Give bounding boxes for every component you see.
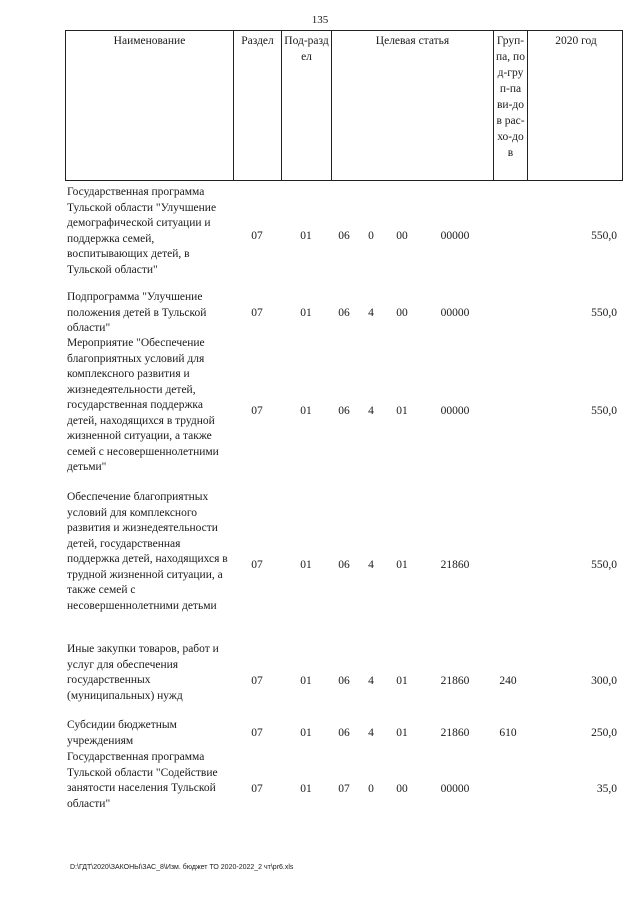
row-target-subprogram: 0: [368, 783, 374, 795]
row-target-program: 06: [338, 230, 350, 242]
row-amount: 300,0: [591, 675, 617, 687]
row-target-program: 06: [338, 307, 350, 319]
row-podrazdel: 01: [300, 307, 312, 319]
row-name: Мероприятие "Обеспечение благоприятных условий для комплексного развития и жизнедеятельности детей, государственная поддержка детей, находящихся в трудной жизненной ситуации, а также семей с несовершеннолетними детьми": [67, 337, 219, 473]
row-target-direction: 21860: [440, 559, 470, 571]
row-target-event: 01: [396, 675, 408, 687]
row-razdel: 07: [251, 230, 263, 242]
header-year: 2020 год: [555, 35, 597, 47]
row-group: 240: [499, 675, 517, 687]
row-target-event: 01: [396, 727, 408, 739]
row-razdel: 07: [251, 307, 263, 319]
row-name: Государственная программа Тульской области "Содействие занятости населения Тульской области": [67, 751, 218, 810]
row-name: Обеспечение благоприятных условий для комплексного развития и жизнедеятельности детей, государственная поддержка детей, находящихся в трудной жизненной ситуации, а также семей с несовершеннолетними детьми: [67, 491, 228, 612]
header-razdel: Раздел: [234, 31, 282, 180]
row-target-direction: 21860: [440, 727, 470, 739]
table-row: [67, 290, 623, 338]
row-amount: 550,0: [591, 405, 617, 417]
file-path-footer: D:\ГДТ\2020\ЗАКОНЫ\ЗАС_8\Изм. бюджет ТО 2020-2022_2 чт\pr6.xls: [70, 864, 294, 871]
row-target-subprogram: 4: [368, 307, 374, 319]
row-target-subprogram: 4: [368, 675, 374, 687]
row-target-program: 07: [338, 783, 350, 795]
row-podrazdel: 01: [300, 675, 312, 687]
row-target-event: 01: [396, 405, 408, 417]
row-razdel: 07: [251, 675, 263, 687]
row-podrazdel: 01: [300, 727, 312, 739]
row-target-event: 00: [396, 230, 408, 242]
row-amount: 250,0: [591, 727, 617, 739]
header-target: Целевая статья: [332, 31, 494, 180]
row-target-event: 01: [396, 559, 408, 571]
row-target-direction: 00000: [440, 307, 470, 319]
row-razdel: 07: [251, 405, 263, 417]
row-target-program: 06: [338, 559, 350, 571]
row-target-subprogram: 4: [368, 405, 374, 417]
row-name: Субсидии бюджетным учреждениям: [67, 719, 177, 747]
row-target-event: 00: [396, 307, 408, 319]
row-razdel: 07: [251, 783, 263, 795]
row-target-direction: 00000: [440, 783, 470, 795]
row-amount: 35,0: [596, 783, 617, 795]
table-row: [67, 490, 623, 610]
row-podrazdel: 01: [300, 230, 312, 242]
row-name: Государственная программа Тульской области "Улучшение демографической ситуации и поддержка семей, воспитывающих детей, в Тульской области": [67, 186, 217, 276]
row-name: Иные закупки товаров, работ и услуг для обеспечения государственных (муниципальных) нужд: [67, 643, 219, 702]
row-podrazdel: 01: [300, 783, 312, 795]
table-header: [65, 30, 623, 181]
row-target-subprogram: 4: [368, 727, 374, 739]
row-amount: 550,0: [591, 307, 617, 319]
table-row: [67, 642, 623, 706]
page-number: 135: [311, 14, 329, 26]
row-name: Подпрограмма "Улучшение положения детей в Тульской области": [67, 291, 207, 334]
row-podrazdel: 01: [300, 405, 312, 417]
row-target-program: 06: [338, 675, 350, 687]
header-group: Груп-па, под-груп-па ви-дов рас-хо-дов: [494, 31, 528, 180]
row-amount: 550,0: [591, 559, 617, 571]
table-row: [67, 185, 623, 275]
row-group: 610: [499, 727, 517, 739]
header-podrazdel: Под-раздел: [282, 31, 332, 180]
row-target-event: 00: [396, 783, 408, 795]
row-razdel: 07: [251, 727, 263, 739]
row-podrazdel: 01: [300, 559, 312, 571]
row-razdel: 07: [251, 559, 263, 571]
table-row: [67, 750, 623, 814]
row-target-direction: 00000: [440, 405, 470, 417]
row-target-program: 06: [338, 405, 350, 417]
row-target-program: 06: [338, 727, 350, 739]
row-target-direction: 00000: [440, 230, 470, 242]
row-target-direction: 21860: [440, 675, 470, 687]
row-target-subprogram: 0: [368, 230, 374, 242]
table-row: [67, 718, 623, 750]
header-name: Наименование: [66, 31, 234, 180]
row-amount: 550,0: [591, 230, 617, 242]
table-row: [67, 336, 623, 476]
row-target-subprogram: 4: [368, 559, 374, 571]
